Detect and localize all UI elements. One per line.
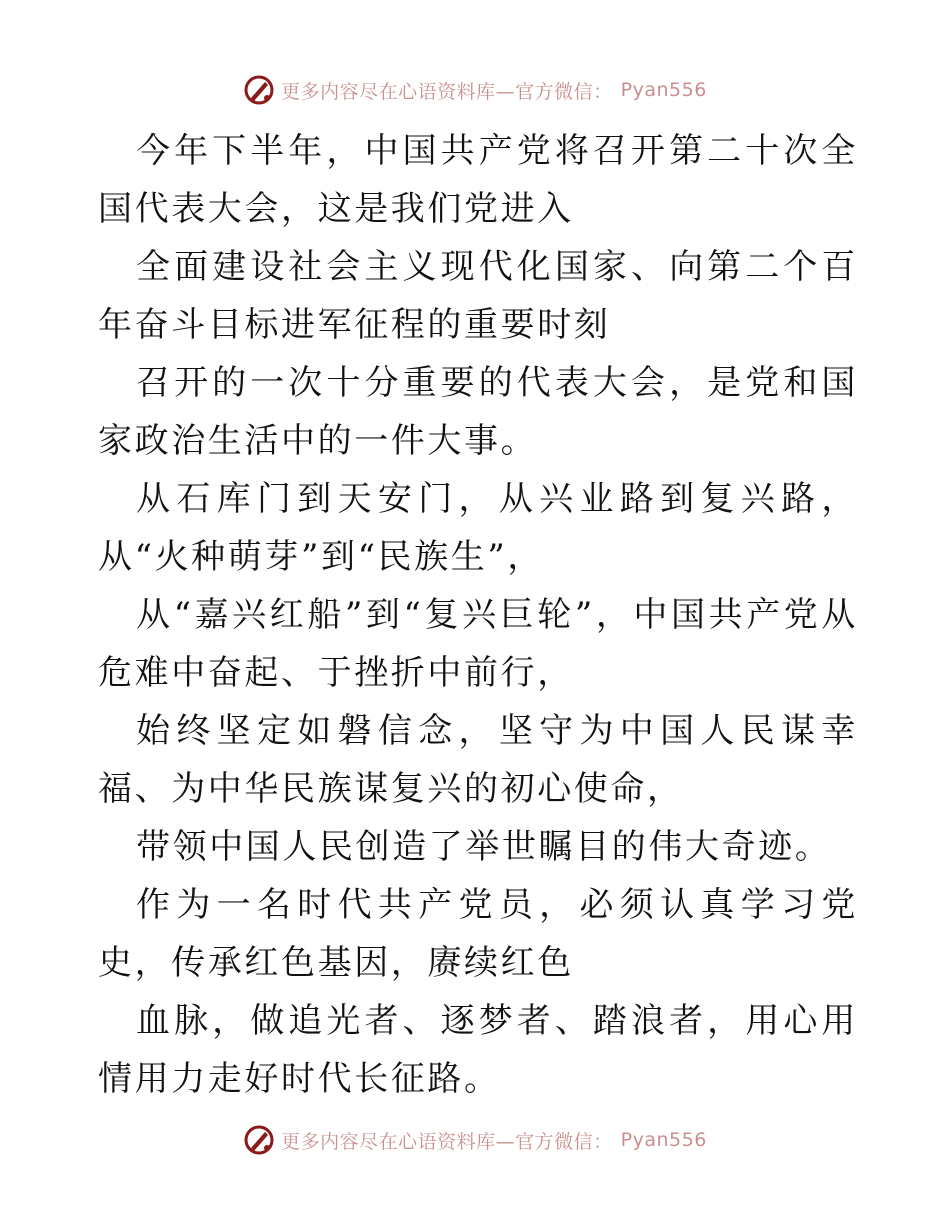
- paragraph: 全面建设社会主义现代化国家、向第二个百年奋斗目标进军征程的重要时刻: [98, 247, 858, 345]
- watermark-wechat-id: Pyan556: [620, 79, 707, 101]
- paragraph: 从石库门到天安门，从兴业路到复兴路，从“火种萌芽”到“民族生”，: [98, 479, 858, 577]
- paragraph: 始终坚定如磐信念，坚守为中国人民谋幸福、为中华民族谋复兴的初心使命，: [98, 711, 858, 809]
- watermark-text: 更多内容尽在心语资料库—官方微信：: [281, 1130, 613, 1153]
- watermark-header: [0, 74, 950, 106]
- pen-seal-logo-icon: [243, 1124, 275, 1156]
- paragraph: 作为一名时代共产党员，必须认真学习党史，传承红色基因，赓续红色: [98, 885, 858, 983]
- paragraph: 召开的一次十分重要的代表大会，是党和国家政治生活中的一件大事。: [98, 363, 858, 461]
- paragraph: 从“嘉兴红船”到“复兴巨轮”，中国共产党从危难中奋起、于挫折中前行，: [98, 595, 858, 693]
- pen-seal-logo-icon: [243, 74, 275, 106]
- paragraph: 今年下半年，中国共产党将召开第二十次全国代表大会，这是我们党进入: [98, 131, 858, 229]
- watermark-wechat-id: Pyan556: [620, 1129, 707, 1151]
- paragraph: 血脉，做追光者、逐梦者、踏浪者，用心用情用力走好时代长征路。: [98, 1001, 858, 1099]
- paragraph: 带领中国人民创造了举世瞩目的伟大奇迹。: [136, 827, 832, 867]
- watermark-text: 更多内容尽在心语资料库—官方微信：: [281, 80, 613, 103]
- watermark-footer: [0, 1124, 950, 1156]
- document-body: [98, 122, 858, 1108]
